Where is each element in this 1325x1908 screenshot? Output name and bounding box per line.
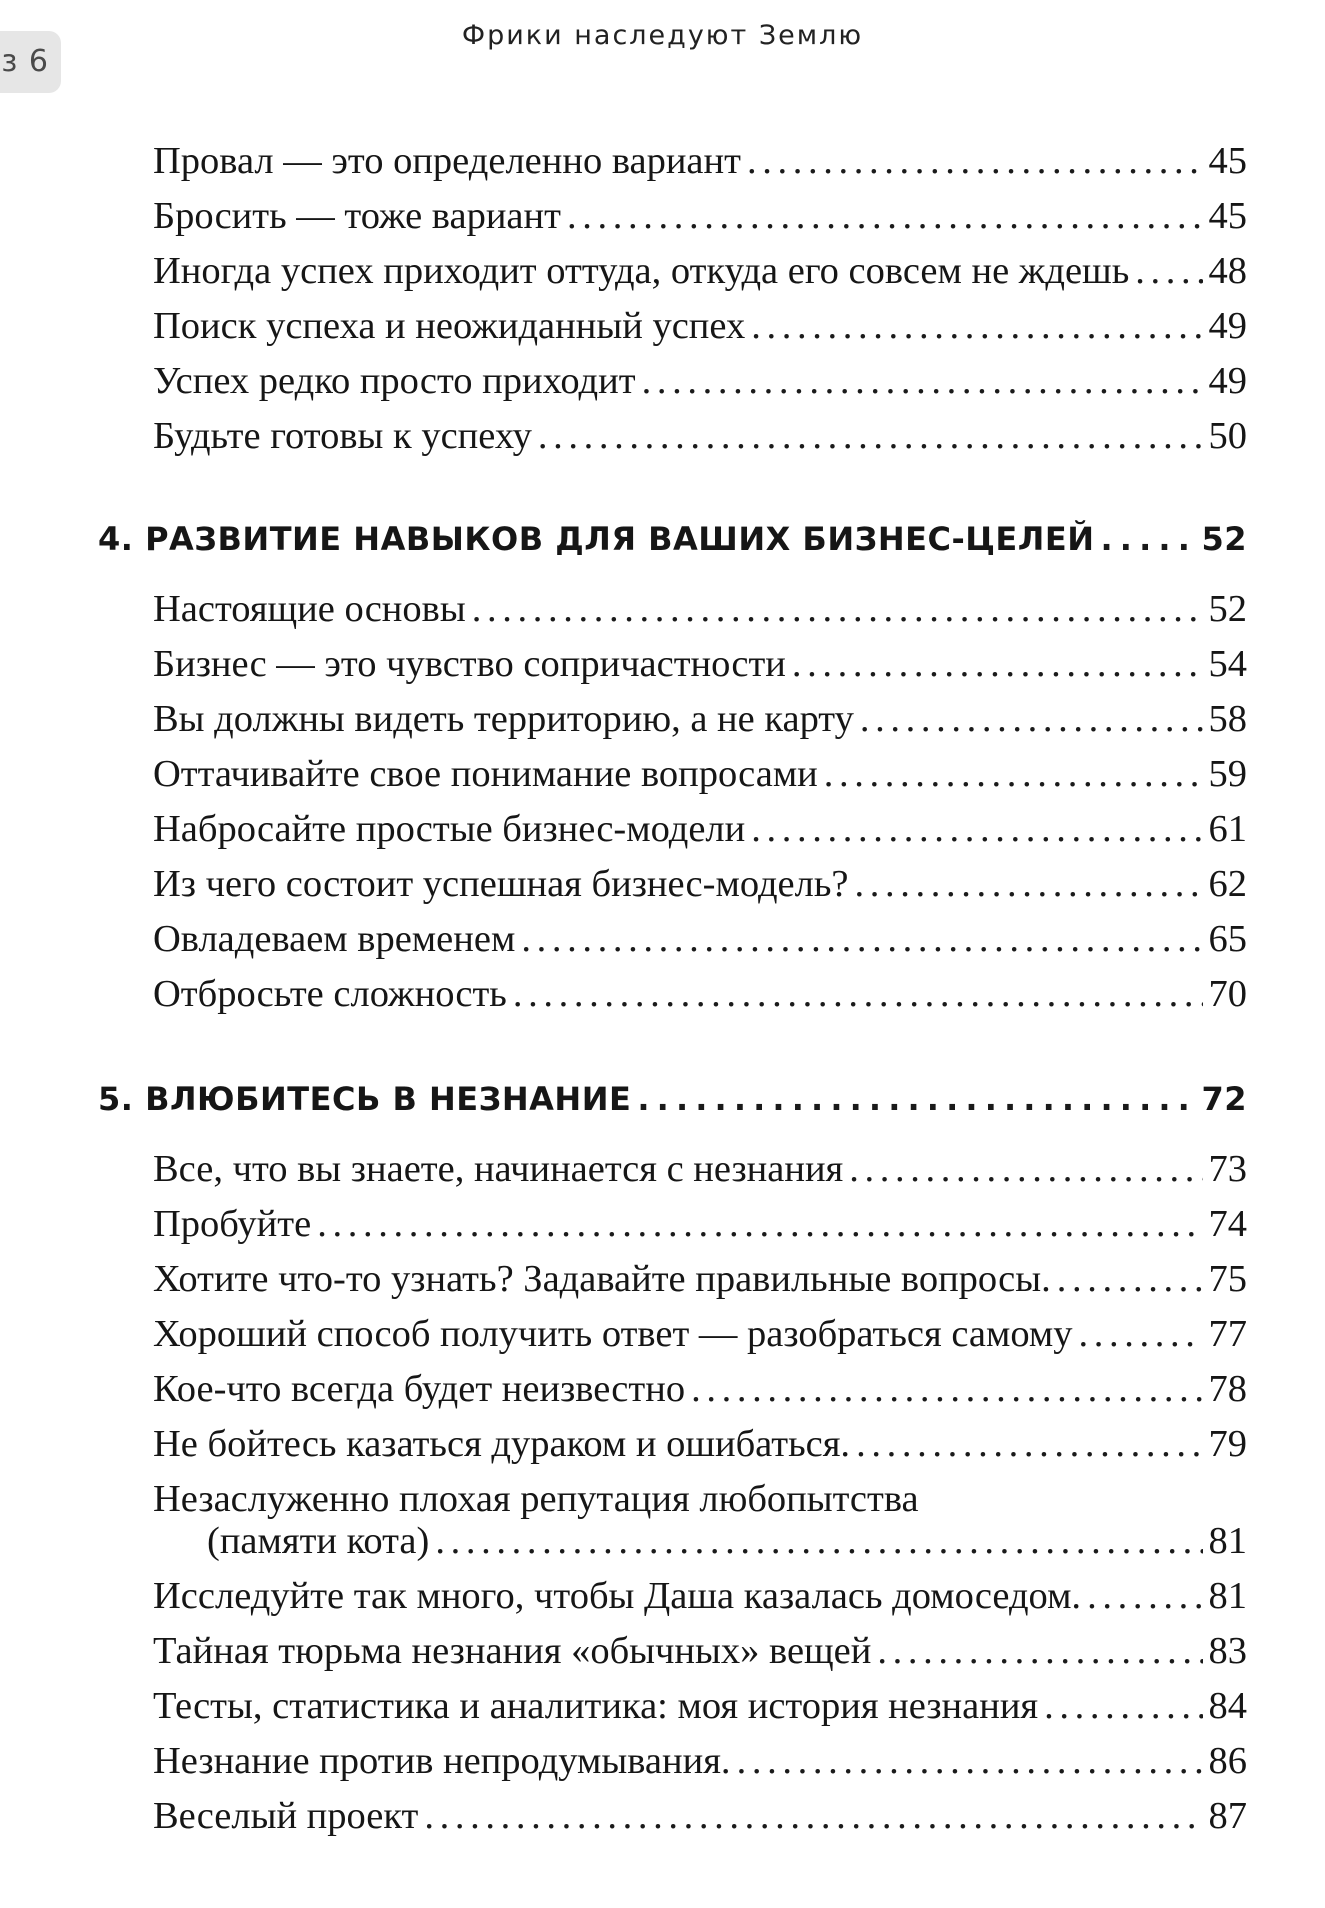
toc-entry-title: Тайная тюрьма незнания «обычных» вещей: [153, 1630, 872, 1672]
dot-leader: [317, 1201, 1202, 1247]
toc-entry-title: Не бойтесь казаться дураком и ошибаться.: [153, 1423, 851, 1465]
toc-entry-title: Настоящие основы: [153, 588, 466, 630]
toc-entry-title-continued: (памяти кота): [207, 1520, 430, 1562]
dot-leader: [521, 916, 1202, 962]
toc-entry-page: 86: [1208, 1740, 1247, 1782]
chapter-title: 4. РАЗВИТИЕ НАВЫКОВ ДЛЯ ВАШИХ БИЗНЕС-ЦЕЛЕЙ: [98, 520, 1095, 558]
dot-leader: [1078, 1311, 1202, 1357]
dot-leader: [860, 696, 1203, 742]
toc-entry-title: Все, что вы знаете, начинается с незнания: [153, 1148, 844, 1190]
chapter-page: 52: [1201, 520, 1247, 558]
toc-entry[interactable]: [153, 1311, 1247, 1357]
toc-entry[interactable]: [153, 861, 1247, 907]
toc-entry[interactable]: [153, 1683, 1247, 1729]
toc-entry[interactable]: [153, 1256, 1247, 1302]
toc-entry[interactable]: [153, 916, 1247, 962]
toc-entry-title: Вы должны видеть территорию, а не карту: [153, 698, 854, 740]
dot-leader: [1044, 1683, 1202, 1729]
toc-entry-page: 74: [1208, 1203, 1247, 1245]
toc-entry-page: 77: [1208, 1313, 1247, 1355]
toc-entry-page: 49: [1208, 305, 1247, 347]
dot-leader: [1101, 516, 1196, 562]
dot-leader: [856, 1421, 1202, 1467]
toc-entry-title: Незнание против непродумывания.: [153, 1740, 731, 1782]
dot-leader: [472, 586, 1203, 632]
toc-entry-title: Незаслуженно плохая репутация любопытства: [153, 1478, 919, 1520]
toc-entry-title: Провал — это определенно вариант: [153, 140, 741, 182]
toc-entry-page: 81: [1208, 1575, 1247, 1617]
dot-leader: [849, 1146, 1202, 1192]
toc-entry[interactable]: [153, 751, 1247, 797]
running-head-title: Фрики наследуют Землю: [461, 20, 864, 51]
dot-leader: [751, 806, 1202, 852]
toc-entry-title: Поиск успеха и неожиданный успех: [153, 305, 746, 347]
toc-entry-page: 58: [1208, 698, 1247, 740]
dot-leader: [513, 971, 1203, 1017]
chapter-page: 72: [1201, 1080, 1247, 1118]
toc-entry-title: Из чего состоит успешная бизнес-модель?: [153, 863, 849, 905]
dot-leader: [1057, 1256, 1203, 1302]
toc-entry-title: Набросайте простые бизнес-модели: [153, 808, 746, 850]
toc-entry[interactable]: [153, 1146, 1247, 1192]
toc-entry[interactable]: [153, 1628, 1247, 1674]
toc-entry-page: 78: [1208, 1368, 1247, 1410]
toc-entry-title: Хороший способ получить ответ — разобраться самому: [153, 1313, 1073, 1355]
toc-entry-page: 49: [1208, 360, 1247, 402]
dot-leader: [642, 358, 1203, 404]
toc-entry-page: 84: [1208, 1685, 1247, 1727]
toc-entry[interactable]: [153, 1421, 1247, 1467]
toc-entry-title: Кое-что всегда будет неизвестно: [153, 1368, 686, 1410]
toc-entry[interactable]: [207, 1518, 1247, 1564]
dot-leader: [877, 1628, 1202, 1674]
dot-leader: [792, 641, 1203, 687]
toc-entry[interactable]: [153, 138, 1247, 184]
toc-entry-page: 48: [1208, 250, 1247, 292]
toc-entry[interactable]: [153, 193, 1247, 239]
page-number-badge[interactable]: з 6: [0, 31, 61, 93]
dot-leader: [1087, 1573, 1202, 1619]
toc-entry-page: 81: [1208, 1520, 1247, 1562]
toc-entry-title: Хотите что-то узнать? Задавайте правильные вопросы.: [153, 1258, 1051, 1300]
toc-entry[interactable]: [153, 1366, 1247, 1412]
toc-entry[interactable]: [153, 358, 1247, 404]
toc-chapter-heading[interactable]: [98, 516, 1247, 562]
toc-entry-title: Будьте готовы к успеху: [153, 415, 532, 457]
toc-entry[interactable]: [153, 1793, 1247, 1839]
dot-leader: [691, 1366, 1202, 1412]
toc-entry-title: Иногда успех приходит оттуда, откуда его совсем не ждешь: [153, 250, 1130, 292]
toc-entry-page: 87: [1208, 1795, 1247, 1837]
toc-entry[interactable]: [153, 1201, 1247, 1247]
toc-entry-page: 73: [1208, 1148, 1247, 1190]
toc-entry[interactable]: [153, 971, 1247, 1017]
toc-entry-page: 52: [1208, 588, 1247, 630]
dot-leader: [567, 193, 1203, 239]
toc-entry-title: Исследуйте так много, чтобы Даша казалась домоседом.: [153, 1575, 1082, 1617]
dot-leader: [747, 138, 1203, 184]
chapter-title: 5. ВЛЮБИТЕСЬ В НЕЗНАНИЕ: [98, 1080, 632, 1118]
toc-entry-page: 62: [1208, 863, 1247, 905]
toc-entry[interactable]: [153, 1573, 1247, 1619]
toc-entry-title: Пробуйте: [153, 1203, 312, 1245]
dot-leader: [737, 1738, 1203, 1784]
toc-entry[interactable]: [153, 248, 1247, 294]
dot-leader: [538, 413, 1203, 459]
toc-entry-title: Бросить — тоже вариант: [153, 195, 561, 237]
toc-entry-page: 65: [1208, 918, 1247, 960]
toc-entry-page: 79: [1208, 1423, 1247, 1465]
toc-entry-page: 50: [1208, 415, 1247, 457]
toc-entry-page: 45: [1208, 195, 1247, 237]
toc-entry-title: Оттачивайте свое понимание вопросами: [153, 753, 818, 795]
toc-entry-page: 70: [1208, 973, 1247, 1015]
toc-entry[interactable]: [153, 586, 1247, 632]
toc-entry-title: Бизнес — это чувство сопричастности: [153, 643, 786, 685]
toc-entry-page: 59: [1208, 753, 1247, 795]
toc-entry[interactable]: [153, 696, 1247, 742]
toc-entry-title: Тесты, статистика и аналитика: моя история незнания: [153, 1685, 1039, 1727]
dot-leader: [435, 1518, 1202, 1564]
dot-leader: [1135, 248, 1202, 294]
toc-entry-line1[interactable]: [153, 1476, 1247, 1522]
toc-chapter-heading[interactable]: [98, 1076, 1247, 1122]
toc-entry-page: 61: [1208, 808, 1247, 850]
dot-leader: [751, 303, 1202, 349]
dot-leader: [824, 751, 1203, 797]
toc-entry-title: Веселый проект: [153, 1795, 419, 1837]
toc-entry-page: 45: [1208, 140, 1247, 182]
dot-leader: [424, 1793, 1202, 1839]
dot-leader: [855, 861, 1203, 907]
toc-entry[interactable]: [153, 641, 1247, 687]
toc-entry-page: 83: [1208, 1630, 1247, 1672]
toc-entry[interactable]: [153, 303, 1247, 349]
toc-entry[interactable]: [153, 1738, 1247, 1784]
dot-leader: [637, 1076, 1195, 1122]
toc-entry[interactable]: [153, 413, 1247, 459]
toc-entry-page: 75: [1208, 1258, 1247, 1300]
toc-entry-title: Овладеваем временем: [153, 918, 516, 960]
toc-entry-title: Успех редко просто приходит: [153, 360, 636, 402]
toc-entry-title: Отбросьте сложность: [153, 973, 507, 1015]
toc-entry[interactable]: [153, 806, 1247, 852]
toc-entry-page: 54: [1208, 643, 1247, 685]
